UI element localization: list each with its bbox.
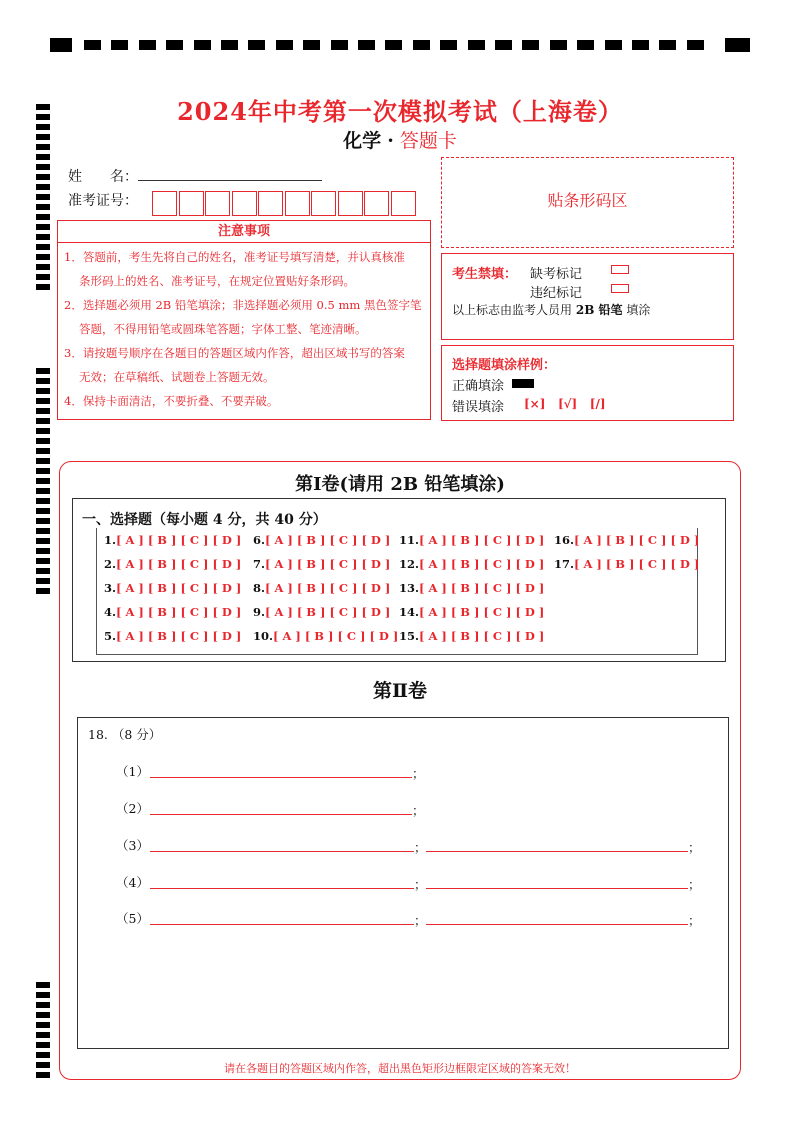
top-timing-marks bbox=[50, 38, 750, 52]
q18-sub-label-4: （4） bbox=[116, 875, 149, 890]
violation-mark-box[interactable] bbox=[611, 284, 629, 293]
violation-mark-label: 违纪标记 bbox=[530, 286, 583, 301]
timing-mark bbox=[36, 194, 50, 200]
timing-mark bbox=[522, 40, 539, 50]
semicolon: ； bbox=[414, 840, 427, 855]
choice-question-10 bbox=[253, 629, 398, 643]
timing-mark bbox=[36, 378, 50, 384]
page-title: 2024年中考第一次模拟考试（上海卷） bbox=[177, 97, 623, 126]
choice-question-5 bbox=[104, 629, 241, 643]
name-label: 姓 名： bbox=[68, 169, 138, 185]
timing-mark bbox=[36, 558, 50, 564]
notice-item-2b: 答题，不得用铅笔或圆珠笔答题；字体工整、笔迹清晰。 bbox=[79, 322, 367, 336]
q18-answer-line[interactable] bbox=[426, 888, 688, 889]
q18-answer-line[interactable] bbox=[150, 777, 412, 778]
timing-mark bbox=[36, 204, 50, 210]
timing-mark bbox=[36, 438, 50, 444]
forbidden-note bbox=[452, 301, 650, 318]
notice-title: 注意事项 bbox=[58, 221, 430, 243]
timing-mark bbox=[687, 40, 704, 50]
timing-mark bbox=[36, 264, 50, 270]
notice-item-1: 1．答题前，考生先将自己的姓名，准考证号填写清楚，并认真核准 bbox=[64, 250, 405, 264]
question-number: 6. bbox=[253, 533, 266, 547]
timing-mark bbox=[36, 224, 50, 230]
semicolon: ； bbox=[414, 913, 427, 928]
fill-example-title: 选择题填涂样例： bbox=[452, 358, 557, 373]
subtitle-dot: · bbox=[387, 130, 394, 152]
timing-mark bbox=[36, 568, 50, 574]
absent-mark-label: 缺考标记 bbox=[530, 267, 583, 282]
timing-mark bbox=[36, 1022, 50, 1028]
question-number: 14. bbox=[399, 605, 420, 619]
timing-mark bbox=[194, 40, 211, 50]
timing-mark bbox=[659, 40, 676, 50]
timing-mark bbox=[36, 254, 50, 260]
question-options[interactable]: [ A ] [ B ] [ C ] [ D ] bbox=[419, 533, 545, 547]
question-number: 16. bbox=[554, 533, 575, 547]
notice-item-4: 4．保持卡面清洁，不要折叠、不要弄破。 bbox=[64, 394, 279, 408]
choice-question-2 bbox=[104, 557, 241, 571]
timing-mark bbox=[36, 428, 50, 434]
timing-mark bbox=[36, 982, 50, 988]
exam-id-digit-box[interactable] bbox=[179, 191, 204, 216]
page-subtitle bbox=[0, 126, 800, 153]
timing-mark bbox=[36, 1012, 50, 1018]
question-options[interactable]: [ A ] [ B ] [ C ] [ D ] bbox=[419, 557, 545, 571]
question-options[interactable]: [ A ] [ B ] [ C ] [ D ] bbox=[116, 533, 242, 547]
timing-mark bbox=[605, 40, 622, 50]
forbidden-box bbox=[441, 253, 734, 340]
question-number: 11. bbox=[399, 533, 420, 547]
choice-question-15 bbox=[399, 629, 544, 643]
question-options[interactable]: [ A ] [ B ] [ C ] [ D ] bbox=[419, 581, 545, 595]
timing-mark bbox=[84, 40, 101, 50]
timing-mark bbox=[36, 388, 50, 394]
timing-mark bbox=[725, 38, 750, 52]
choice-question-8 bbox=[253, 581, 390, 595]
q18-answer-line[interactable] bbox=[150, 888, 414, 889]
timing-mark bbox=[139, 40, 156, 50]
forbidden-note-bold: 2B 铅笔 bbox=[575, 303, 623, 317]
semicolon: ； bbox=[688, 913, 701, 928]
semicolon: ； bbox=[412, 803, 425, 818]
timing-mark bbox=[468, 40, 485, 50]
choice-question-11 bbox=[399, 533, 544, 547]
timing-mark bbox=[36, 174, 50, 180]
timing-mark bbox=[36, 548, 50, 554]
timing-mark bbox=[111, 40, 128, 50]
timing-mark bbox=[36, 528, 50, 534]
timing-mark bbox=[36, 1002, 50, 1008]
semicolon: ； bbox=[412, 766, 425, 781]
barcode-label: 贴条形码区 bbox=[547, 191, 628, 210]
timing-mark bbox=[36, 284, 50, 290]
exam-id-digit-box[interactable] bbox=[311, 191, 336, 216]
absent-mark-box[interactable] bbox=[611, 265, 629, 274]
timing-mark bbox=[440, 40, 457, 50]
timing-mark bbox=[303, 40, 320, 50]
choice-question-4 bbox=[104, 605, 241, 619]
exam-id-digit-box[interactable] bbox=[258, 191, 283, 216]
choice-question-9 bbox=[253, 605, 390, 619]
wrong-fill-samples bbox=[524, 397, 606, 411]
question-options[interactable]: [ A ] [ B ] [ C ] [ D ] bbox=[265, 605, 391, 619]
wrong-fill-label: 错误填涂 bbox=[452, 400, 505, 415]
question-number: 10. bbox=[253, 629, 274, 643]
forbidden-note-prefix: 以上标志由监考人员用 bbox=[452, 303, 573, 317]
timing-mark bbox=[36, 518, 50, 524]
exam-id-digit-box[interactable] bbox=[232, 191, 257, 216]
timing-mark bbox=[632, 40, 649, 50]
timing-mark bbox=[36, 498, 50, 504]
timing-mark bbox=[36, 538, 50, 544]
forbidden-note-suffix: 填涂 bbox=[626, 303, 651, 317]
wrong-sample-check: [√] bbox=[557, 397, 578, 411]
timing-mark bbox=[36, 588, 50, 594]
timing-mark bbox=[495, 40, 512, 50]
question-options[interactable]: [ A ] [ B ] [ C ] [ D ] bbox=[116, 581, 242, 595]
forbidden-label: 考生禁填： bbox=[452, 267, 518, 282]
choice-question-17 bbox=[554, 557, 699, 571]
question-number: 12. bbox=[399, 557, 420, 571]
timing-mark bbox=[36, 992, 50, 998]
timing-mark bbox=[166, 40, 183, 50]
timing-mark bbox=[550, 40, 567, 50]
choice-section-title: 一、选择题（每小题 4 分，共 40 分） bbox=[82, 512, 327, 528]
semicolon: ； bbox=[414, 877, 427, 892]
barcode-area bbox=[441, 157, 734, 248]
question-number: 15. bbox=[399, 629, 420, 643]
q18-sub-label-2: （2） bbox=[116, 801, 149, 816]
notice-list bbox=[64, 245, 430, 413]
correct-fill-label: 正确填涂 bbox=[452, 379, 505, 394]
question-options[interactable]: [ A ] [ B ] [ C ] [ D ] bbox=[419, 605, 545, 619]
q18-answer-line[interactable] bbox=[150, 924, 414, 925]
question-options[interactable]: [ A ] [ B ] [ C ] [ D ] bbox=[419, 629, 545, 643]
exam-id-boxes[interactable] bbox=[152, 191, 420, 216]
question-number: 2. bbox=[104, 557, 117, 571]
q18-label: 18. （8 分） bbox=[88, 727, 162, 742]
semicolon: ； bbox=[688, 840, 701, 855]
question-options[interactable]: [ A ] [ B ] [ C ] [ D ] bbox=[574, 533, 700, 547]
timing-mark bbox=[385, 40, 402, 50]
choice-question-6 bbox=[253, 533, 390, 547]
timing-mark bbox=[358, 40, 375, 50]
exam-id-digit-box[interactable] bbox=[338, 191, 363, 216]
choice-question-3 bbox=[104, 581, 241, 595]
timing-mark bbox=[36, 1052, 50, 1058]
q18-answer-line[interactable] bbox=[426, 851, 688, 852]
q18-answer-line[interactable] bbox=[150, 851, 414, 852]
timing-mark bbox=[36, 154, 50, 160]
timing-mark bbox=[276, 40, 293, 50]
timing-mark bbox=[36, 368, 50, 374]
exam-id-label: 准考证号： bbox=[68, 193, 138, 209]
timing-mark bbox=[331, 40, 348, 50]
name-field[interactable] bbox=[138, 180, 322, 181]
question-options[interactable]: [ A ] [ B ] [ C ] [ D ] bbox=[116, 605, 242, 619]
choice-question-14 bbox=[399, 605, 544, 619]
correct-fill-sample bbox=[512, 379, 534, 388]
exam-id-digit-box[interactable] bbox=[364, 191, 389, 216]
timing-mark bbox=[36, 234, 50, 240]
timing-mark bbox=[36, 448, 50, 454]
timing-mark bbox=[413, 40, 430, 50]
timing-mark bbox=[248, 40, 265, 50]
q18-answer-line[interactable] bbox=[150, 814, 412, 815]
exam-id-digit-box[interactable] bbox=[152, 191, 177, 216]
question-number: 1. bbox=[104, 533, 117, 547]
timing-mark bbox=[36, 578, 50, 584]
timing-mark bbox=[50, 38, 72, 52]
timing-mark bbox=[36, 214, 50, 220]
question-number: 17. bbox=[554, 557, 575, 571]
question-number: 8. bbox=[253, 581, 266, 595]
timing-mark bbox=[36, 274, 50, 280]
notice-item-2: 2．选择题必须用 2B 铅笔填涂；非选择题必须用 0.5 mm 黑色签字笔 bbox=[64, 298, 422, 312]
fill-example-box bbox=[441, 345, 734, 421]
question-options[interactable]: [ A ] [ B ] [ C ] [ D ] bbox=[265, 581, 391, 595]
timing-mark bbox=[36, 184, 50, 190]
choice-question-13 bbox=[399, 581, 544, 595]
subject-name: 化学 bbox=[343, 130, 382, 152]
exam-id-digit-box[interactable] bbox=[285, 191, 310, 216]
timing-mark bbox=[36, 164, 50, 170]
question-options[interactable]: [ A ] [ B ] [ C ] [ D ] bbox=[574, 557, 700, 571]
question-options[interactable]: [ A ] [ B ] [ C ] [ D ] bbox=[116, 629, 242, 643]
q18-box bbox=[77, 717, 729, 1049]
timing-mark bbox=[36, 408, 50, 414]
question-options[interactable]: [ A ] [ B ] [ C ] [ D ] bbox=[265, 533, 391, 547]
choice-question-12 bbox=[399, 557, 544, 571]
question-number: 13. bbox=[399, 581, 420, 595]
semicolon: ； bbox=[688, 877, 701, 892]
choice-question-7 bbox=[253, 557, 390, 571]
notice-item-1b: 条形码上的姓名、准考证号，在规定位置贴好条形码。 bbox=[79, 274, 355, 288]
q18-sub-label-3: （3） bbox=[116, 838, 149, 853]
question-options[interactable]: [ A ] [ B ] [ C ] [ D ] bbox=[273, 629, 399, 643]
timing-mark bbox=[577, 40, 594, 50]
timing-mark bbox=[36, 398, 50, 404]
timing-mark bbox=[36, 508, 50, 514]
card-name: 答题卡 bbox=[399, 130, 457, 152]
part2-title: 第Ⅱ卷 bbox=[372, 680, 427, 702]
question-number: 5. bbox=[104, 629, 117, 643]
wrong-sample-slash: [/] bbox=[589, 397, 606, 411]
timing-mark bbox=[36, 1042, 50, 1048]
question-number: 4. bbox=[104, 605, 117, 619]
q18-answer-line[interactable] bbox=[426, 924, 688, 925]
timing-mark bbox=[36, 244, 50, 250]
notice-item-3b: 无效；在草稿纸、试题卷上答题无效。 bbox=[79, 370, 275, 384]
q18-sub-label-1: （1） bbox=[116, 764, 149, 779]
footer-warning: 请在各题目的答题区域内作答，超出黑色矩形边框限定区域的答案无效！ bbox=[224, 1062, 576, 1075]
choice-question-1 bbox=[104, 533, 241, 547]
timing-mark bbox=[36, 1032, 50, 1038]
part1-title: 第Ⅰ卷(请用 2B 铅笔填涂) bbox=[295, 474, 505, 495]
exam-id-digit-box[interactable] bbox=[391, 191, 416, 216]
q18-sub-label-5: （5） bbox=[116, 911, 149, 926]
wrong-sample-cross: [×] bbox=[524, 397, 546, 411]
timing-mark bbox=[36, 418, 50, 424]
timing-mark bbox=[221, 40, 238, 50]
timing-mark bbox=[36, 458, 50, 464]
question-number: 7. bbox=[253, 557, 266, 571]
question-number: 9. bbox=[253, 605, 266, 619]
choice-question-16 bbox=[554, 533, 699, 547]
question-number: 3. bbox=[104, 581, 117, 595]
question-options[interactable]: [ A ] [ B ] [ C ] [ D ] bbox=[116, 557, 242, 571]
exam-id-digit-box[interactable] bbox=[205, 191, 230, 216]
notice-item-3: 3．请按题号顺序在各题目的答题区域内作答，超出区域书写的答案 bbox=[64, 346, 405, 360]
question-options[interactable]: [ A ] [ B ] [ C ] [ D ] bbox=[265, 557, 391, 571]
